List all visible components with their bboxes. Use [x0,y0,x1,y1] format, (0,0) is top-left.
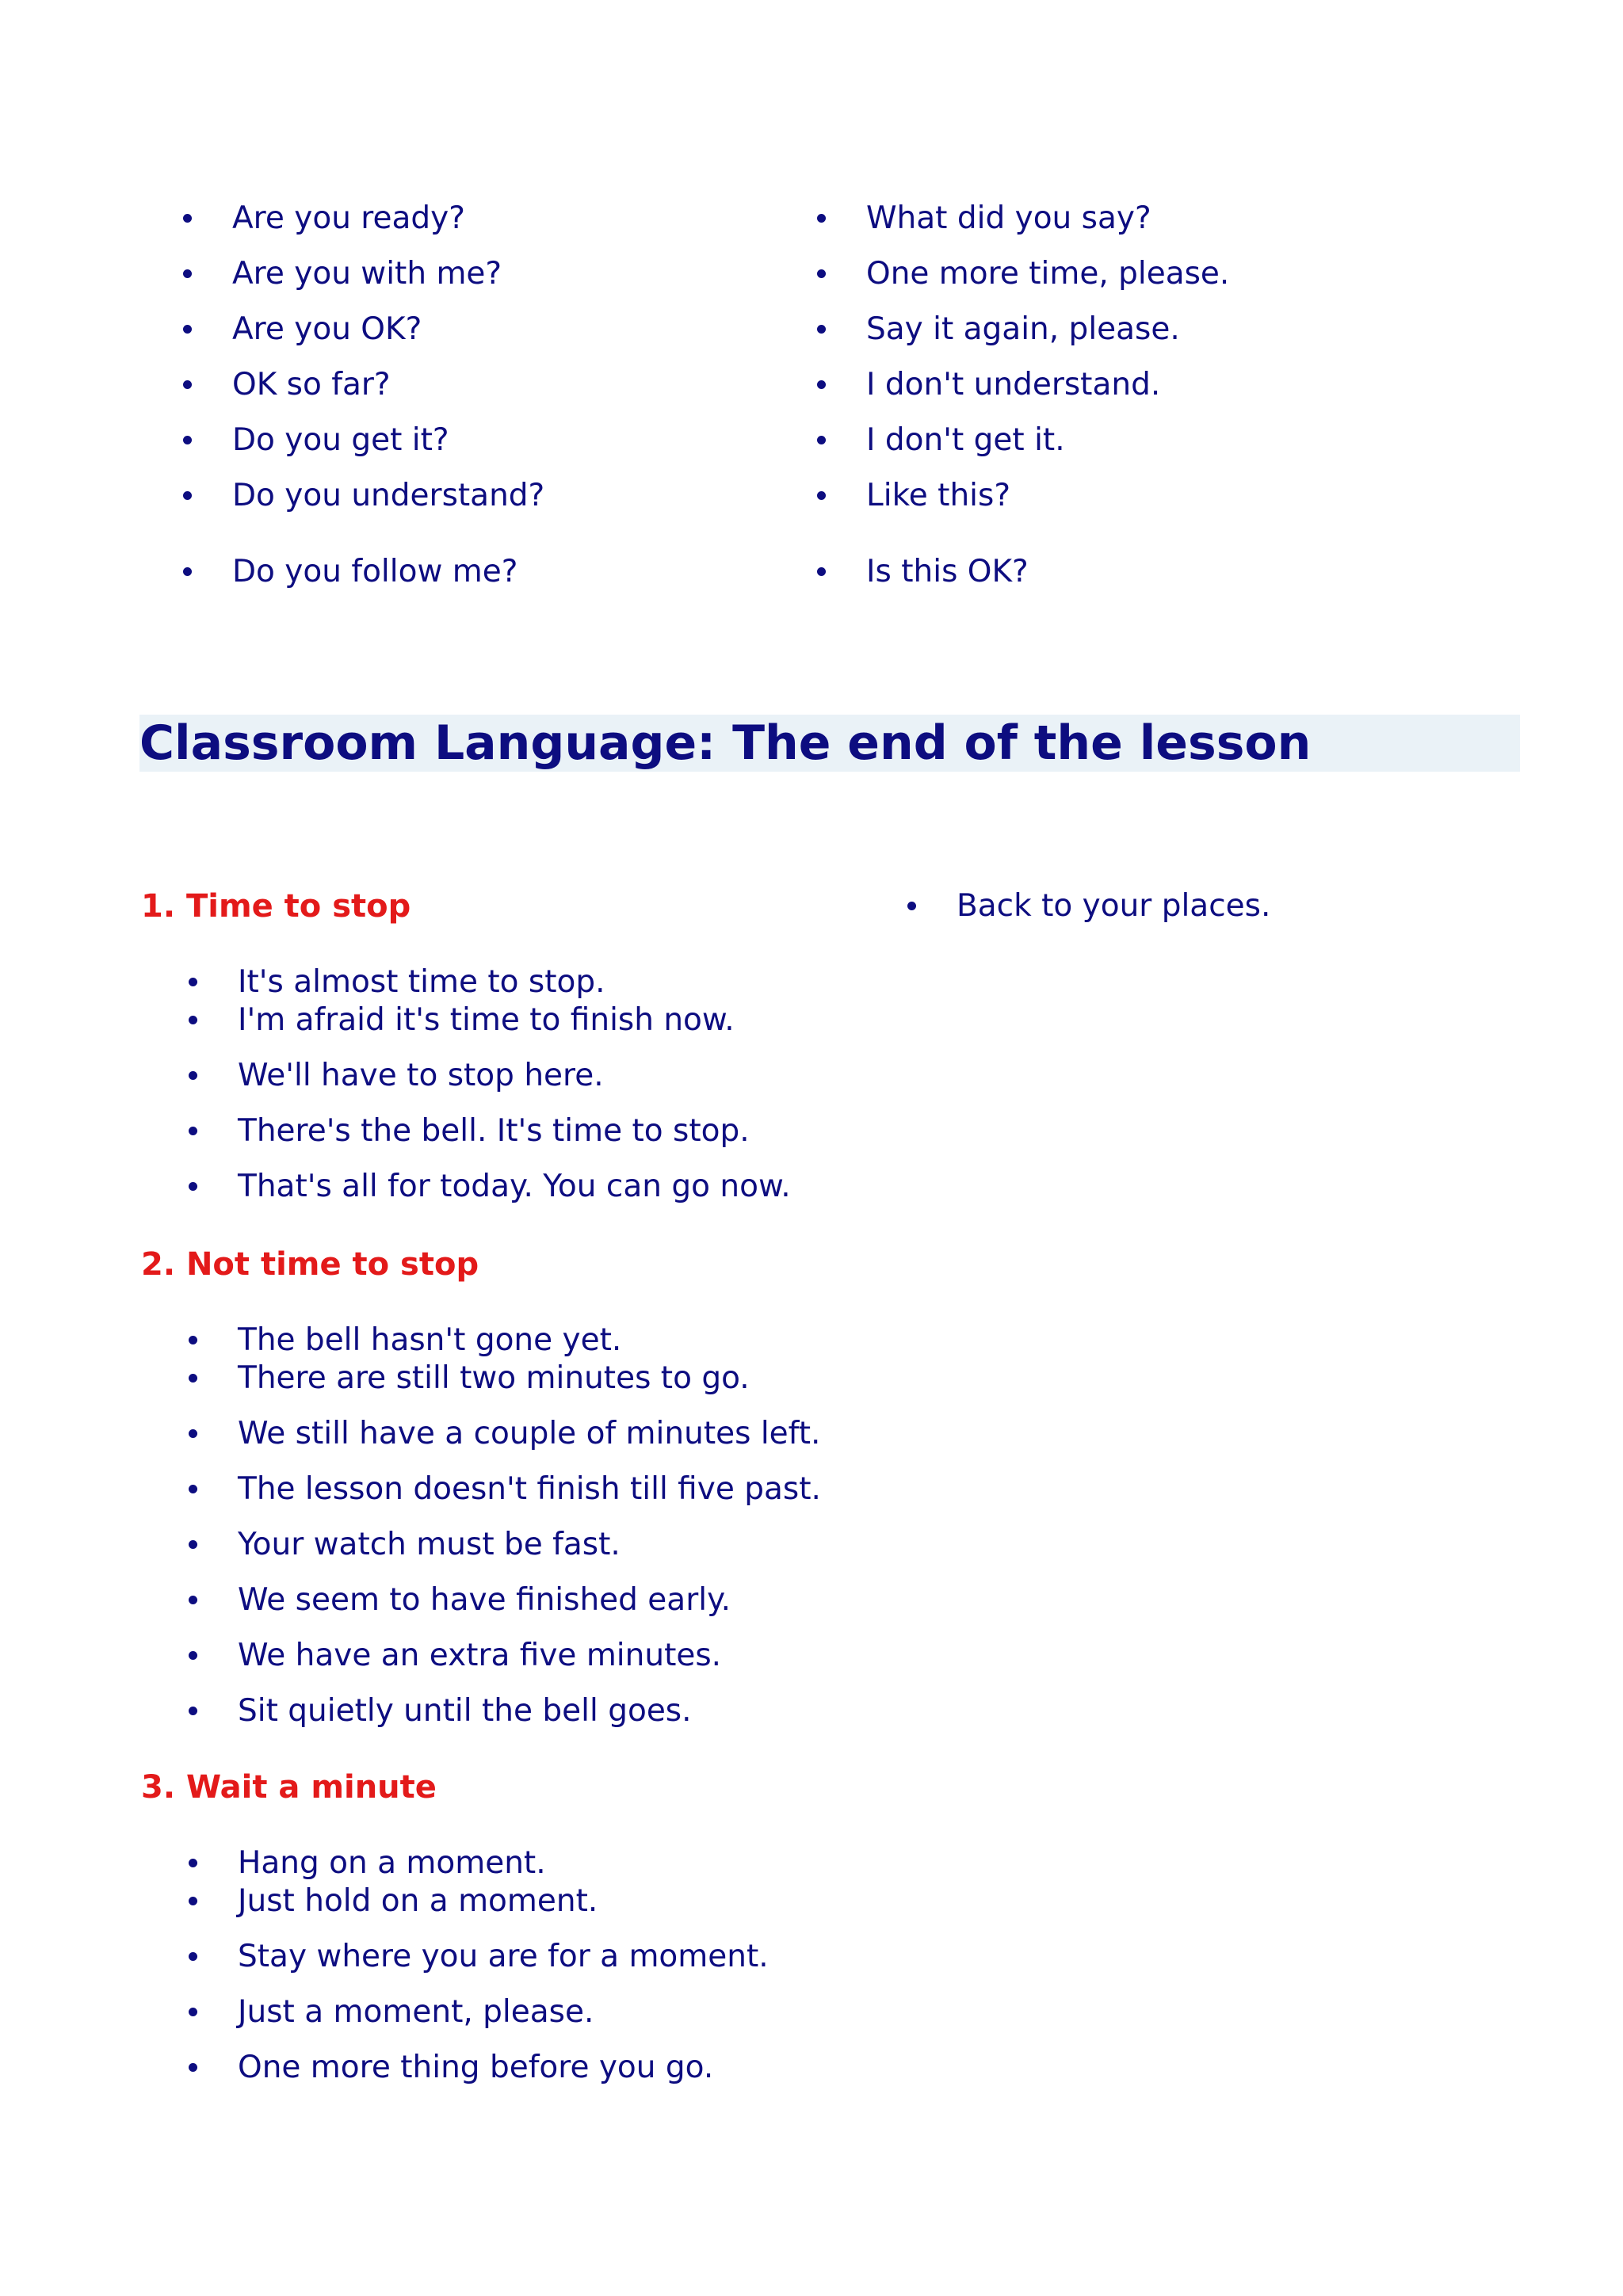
bullet-icon [189,1127,197,1135]
section-title-time-to-stop: 1. Time to stop [141,888,411,925]
bullet-icon [183,436,192,444]
bullet-icon [189,1071,197,1080]
bullet-icon [189,1596,197,1604]
bullet-icon [189,1651,197,1660]
bullet-icon [183,491,192,500]
bullet-icon [817,436,826,444]
bullet-icon [183,567,192,576]
page-title: Classroom Language: The end of the lesson [139,715,1312,771]
bullet-icon [817,325,826,334]
bullet-icon [189,1182,197,1191]
bullet-icon [189,1952,197,1961]
bullet-icon [183,269,192,278]
bullet-icon [189,2008,197,2016]
bullet-icon [907,902,916,910]
bullet-icon [183,214,192,223]
bullet-icon [189,1897,197,1905]
section-title-wait-a-minute: 3. Wait a minute [141,1769,437,1806]
document-page: Are you ready? Are you with me? Are you OK? OK so far? Do you get it? Do you understand? Do you follow me? What did you say? One more time, please. Say it again, please. I don't understand. I don't get it. Like this? Is this OK? Classroom Language: The end of the lesson 1. Time to stop It's almost time to stop. I'm afraid it's time to finish now. We'll have to stop here. There's the bell. It's time to stop. That's all for today. You can go now. 2. Not time to stop The bell hasn't gone yet. There are still two minutes to go. We still have a couple of minutes left. The lesson doesn't finish till five past. Your watch must be fast. We seem to have finished early. We have an extra five minutes. Sit quietly until the bell goes. 3. Wait a minute Hang on a moment. Just hold on a moment. Stay where you are for a moment. Just a moment, please. One more thing before you go. Back to your places. [0,0,1623,2296]
bullet-icon [189,1016,197,1024]
bullet-icon [817,380,826,389]
bullet-icon [189,1859,197,1867]
bullet-icon [189,1336,197,1344]
bullet-icon [189,1374,197,1383]
bullet-icon [817,491,826,500]
bullet-icon [189,1540,197,1549]
bullet-icon [189,2063,197,2072]
bullet-icon [189,978,197,986]
bullet-icon [817,269,826,278]
bullet-icon [817,214,826,223]
bullet-icon [183,325,192,334]
bullet-icon [189,1707,197,1715]
bullet-icon [189,1485,197,1493]
bullet-icon [183,380,192,389]
section-title-not-time-to-stop: 2. Not time to stop [141,1246,479,1283]
bullet-icon [817,567,826,576]
bullet-icon [189,1429,197,1438]
